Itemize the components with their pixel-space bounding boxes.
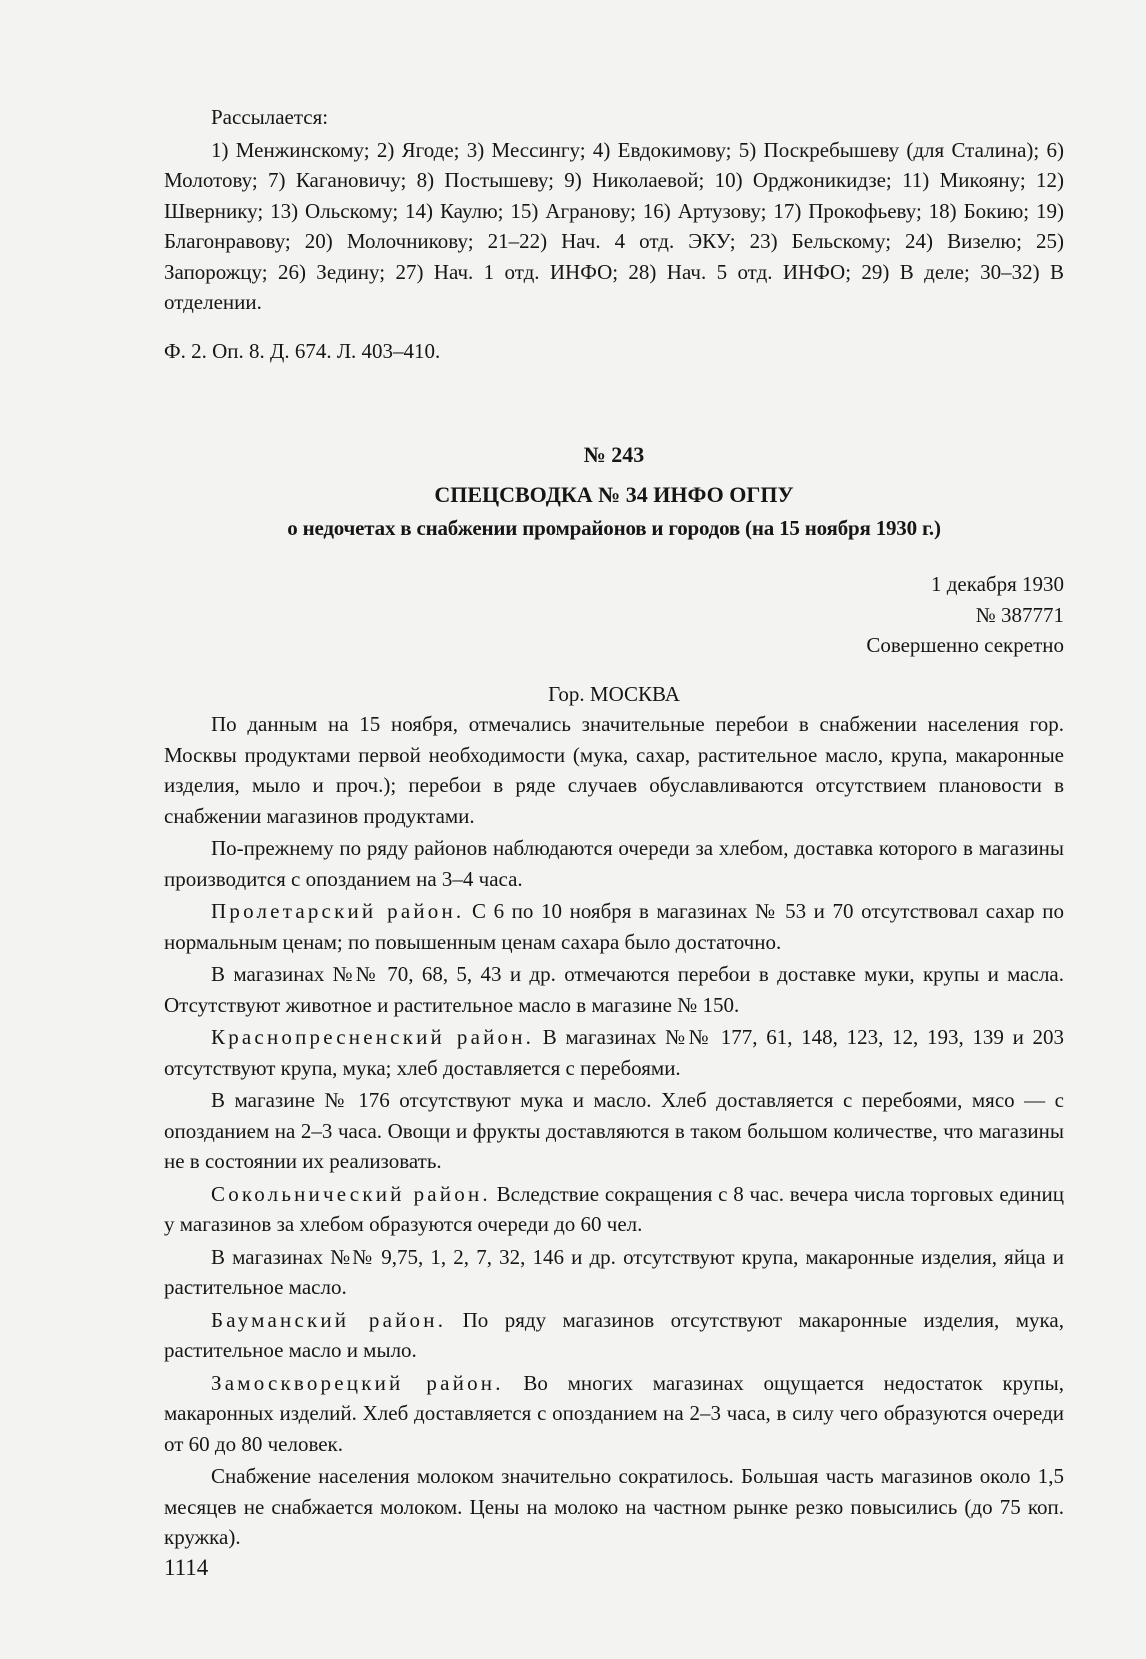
document-meta	[164, 569, 1064, 661]
document-number: № 243	[583, 442, 645, 467]
paragraph: По данным на 15 ноября, отмечались значительные перебои в снабжении населения гор. Москвы продуктами первой необходимости (мука, сахар, растительное масло, крупа, макаронные изделия, мыло и проч.); перебои в ряде случаев обуславливаются отсутствием плановости в снабжении магазинов продуктами.	[164, 712, 1064, 828]
page-number: 1114	[164, 1555, 209, 1580]
district-name: Краснопресненский район.	[211, 1025, 535, 1049]
paragraph: В магазине № 176 отсутствуют мука и масло. Хлеб доставляется с перебоями, мясо — с опозданием на 2–3 часа. Овощи и фрукты доставляются в таком большом количестве, что магазины не в состоянии их реализовать.	[164, 1088, 1064, 1173]
report-body	[164, 709, 1064, 1553]
distribution-list: 1) Менжинскому; 2) Ягоде; 3) Мессингу; 4) Евдокимову; 5) Поскребышеву (для Сталина); 6) Молотову; 7) Кагановичу; 8) Постышеву; 9) Николаевой; 10) Орджоникидзе; 11) Микояну; 12) Швернику; 13) Ольскому; 14) Каулю; 15) Агранову; 16) Артузову; 17) Прокофьеву; 18) Бокию; 19) Благонравову; 20) Молочникову; 21–22) Нач. 4 отд. ЭКУ; 23) Бельскому; 24) Визелю; 25) Запорожцу; 26) Зедину; 27) Нач. 1 отд. ИНФО; 28) Нач. 5 отд. ИНФО; 29) В деле; 30–32) В отделении.	[164, 137, 1064, 314]
registration-number: № 387771	[975, 602, 1064, 627]
paragraph: В магазинах №№ 9,75, 1, 2, 7, 32, 146 и др. отсутствуют крупа, макаронные изделия, яйца и растительное масло.	[164, 1244, 1064, 1299]
district-name: Замоскворецкий район.	[211, 1370, 504, 1395]
paragraph: Сокольнический район. Вследствие сокращения с 8 час. вечера числа торговых единиц у магазинов за хлебом образуются очереди до 60 чел.	[164, 1181, 1064, 1236]
paragraph: Снабжение населения молоком значительно сократилось. Большая часть магазинов около 1,5 месяцев не снабжается молоком. Цены на молоко на частном рынке резко повысились (до 75 коп. кружка).	[164, 1464, 1064, 1549]
city-heading: Гор. МОСКВА	[548, 681, 680, 706]
paragraph: Пролетарский район. С 6 по 10 ноября в магазинах № 53 и 70 отсутствовал сахар по нормальным ценам; по повышенным ценам сахара было достаточно.	[164, 899, 1064, 954]
document-title: СПЕЦСВОДКА № 34 ИНФО ОГПУ	[434, 481, 794, 507]
document-subtitle: о недочетах в снабжении промрайонов и городов (на 15 ноября 1930 г.)	[287, 515, 941, 540]
paragraph: Замоскворецкий район. Во многих магазинах ощущается недостаток крупы, макаронных изделий. Хлеб доставляется с опозданием на 2–3 часа, в силу чего образуются очереди от 60 до 80 человек.	[164, 1370, 1064, 1456]
paragraph: По-прежнему по ряду районов наблюдаются очереди за хлебом, доставка которого в магазины производится с опозданием на 3–4 часа.	[164, 836, 1064, 891]
distribution-heading: Рассылается:	[211, 105, 329, 129]
paragraph: Бауманский район. По ряду магазинов отсутствуют макаронные изделия, мука, растительное масло и мыло.	[164, 1307, 1064, 1362]
archive-reference: Ф. 2. Оп. 8. Д. 674. Л. 403–410.	[164, 338, 441, 363]
paragraph: Краснопресненский район. В магазинах №№ 177, 61, 148, 123, 12, 193, 139 и 203 отсутствуют крупа, мука; хлеб доставляется с перебоями.	[164, 1025, 1065, 1080]
district-name: Бауманский район.	[211, 1307, 447, 1332]
district-name: Пролетарский район.	[211, 899, 465, 923]
paragraph: В магазинах №№ 70, 68, 5, 43 и др. отмечаются перебои в доставке муки, крупы и масла. Отсутствуют животное и растительное масло в магазине № 150.	[164, 962, 1064, 1017]
classification-stamp: Совершенно секретно	[866, 633, 1064, 657]
document-date: 1 декабря 1930	[930, 572, 1064, 596]
district-name: Сокольнический район.	[211, 1181, 491, 1206]
